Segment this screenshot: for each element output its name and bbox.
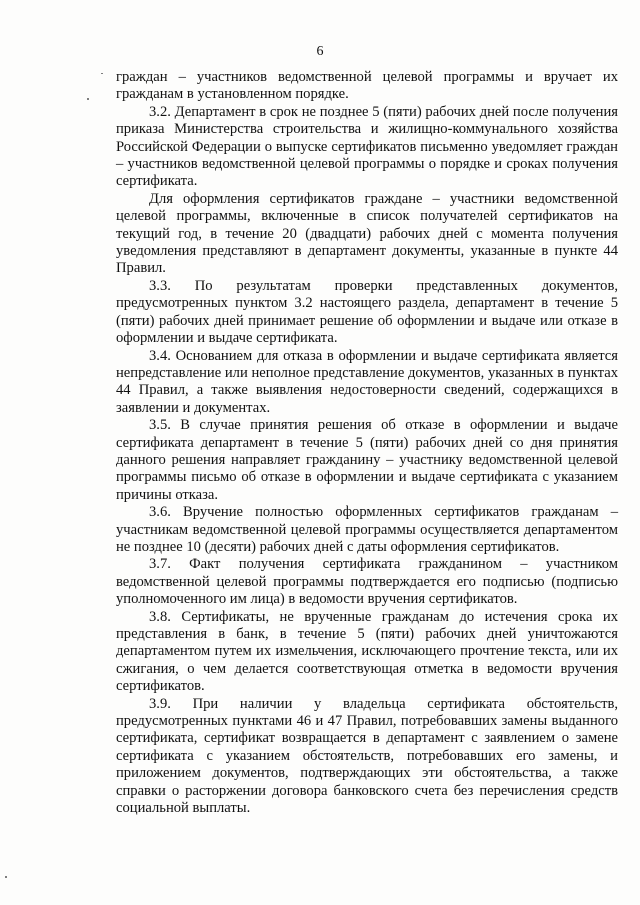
paragraph-3-7: 3.7. Факт получения сертификата гражданином – участником ведомственной целевой программы подтверждается его подписью (подписью уполномоченного им лица) в ведомости вручения сертификатов. — [116, 556, 618, 608]
paragraph-3-8: 3.8. Сертификаты, не врученные гражданам до истечения срока их представления в банк, в течение 5 (пяти) рабочих дней уничтожаются департаментом путем их измельчения, исключающего прочтение текста, или их сжигания, о чем делается соответствующая отметка в ведомости вручения сертификатов. — [116, 608, 618, 695]
paragraph-3-3: 3.3. По результатам проверки представленных документов, предусмотренных пунктом 3.2 настоящего раздела, департамент в течение 5 (пяти) рабочих дней принимает решение об оформлении и выдаче или отказе в оформлении и выдаче сертификата. — [116, 277, 618, 347]
paragraph-3-9: 3.9. При наличии у владельца сертификата обстоятельств, предусмотренных пунктами 46 и 47 Правил, потребовавших замены выданного сертификата, сертификат возвращается в департамент с заявлением о замене сертификата с указанием обстоятельств, потребовавших его замены, и приложением документов, подтверждающих эти обстоятельства, а также справки о расторжении договора банковского счета без перечисления средств социальной выплаты. — [116, 695, 618, 817]
paragraph-continuation: граждан – участников ведомственной целевой программы и вручает их гражданам в установленном порядке. — [116, 69, 618, 103]
paragraph-3-2: 3.2. Департамент в срок не позднее 5 (пяти) рабочих дней после получения приказа Министерства строительства и жилищно-коммунального хозяйства Российской Федерации о выпуске сертификатов письменно уведомляет граждан – участников ведомственной целевой программы о порядке и сроках получения сертификата. — [116, 103, 618, 190]
paragraph-3-6: 3.6. Вручение полностью оформленных сертификатов гражданам – участникам ведомственной целевой программы осуществляется департаментом не позднее 10 (десяти) рабочих дней с даты оформления сертификатов. — [116, 504, 618, 555]
document-body — [116, 69, 618, 817]
page-number: 6 — [316, 44, 324, 59]
paragraph-3-5: 3.5. В случае принятия решения об отказе в оформлении и выдаче сертификата департамент в течение 5 (пяти) рабочих дней со дня принятия данного решения направляет гражданину – участнику ведомственной целевой программы письмо об отказе в оформлении и выдаче сертификата с указанием причины отказа. — [116, 417, 618, 503]
scan-speck — [87, 98, 89, 100]
paragraph-3-4: 3.4. Основанием для отказа в оформлении и выдаче сертификата является непредставление или неполное представление документов, указанных в пунктах 44 Правил, а также выявления недостоверности сведений, содержащихся в заявлении и документах. — [116, 347, 618, 416]
scan-speck — [101, 73, 103, 74]
paragraph-3-2-documents: Для оформления сертификатов граждане – участники ведомственной целевой программы, включенные в список получателей сертификатов на текущий год, в течение 20 (двадцати) рабочих дней с момента получения уведомления представляют в департамент документы, указанные в пункте 44 Правил. — [116, 190, 618, 277]
scan-speck — [5, 876, 7, 878]
